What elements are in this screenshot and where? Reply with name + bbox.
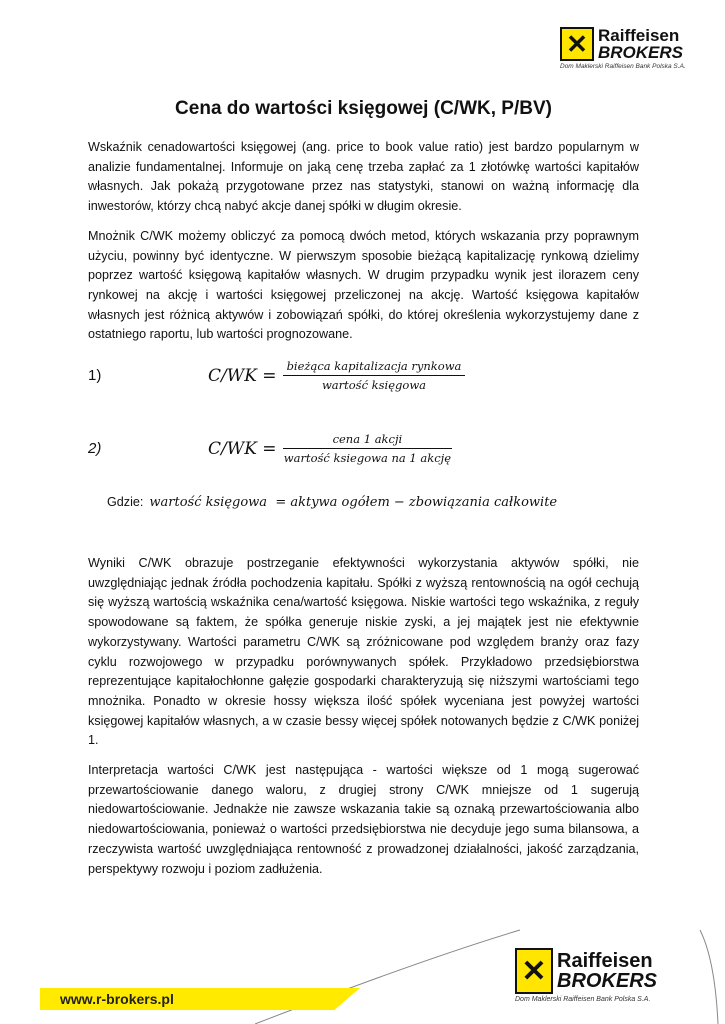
formula-2-fraction — [283, 432, 453, 465]
formula-1-lhs: C/WK = — [208, 365, 277, 386]
formula-1-denominator: wartość księgowa — [321, 378, 427, 393]
logo-subtitle: Dom Maklerski Raiffeisen Bank Polska S.A. — [515, 996, 651, 1003]
formula-1-numerator: bieżąca kapitalizacja rynkowa — [283, 359, 466, 376]
logo-brand: BROKERS — [557, 970, 658, 992]
formula-2 — [88, 432, 639, 465]
logo-name: Raiffeisen — [557, 950, 653, 972]
formula-2-numerator: cena 1 akcji — [283, 432, 453, 449]
formula-2-lhs: C/WK = — [208, 438, 277, 459]
crossed-gables-icon: ✕ — [560, 27, 594, 61]
footer-url-link[interactable]: www.r-brokers.pl — [60, 991, 174, 1007]
paragraph-intro: Wskaźnik cenadowartości księgowej (ang. price to book value ratio) jest bardzo popularnym w analizie fundamentalnej. Informuje on jaką cenę trzeba zapłać za 1 złotówkę wartości kapitałów własnych. Jak pokażą przygotowane przez nas statystyki, stanowi on ważną informację dla inwestorów, którzy chcą nabyć akcje danej spółki w długim okresie. — [88, 140, 639, 214]
logo-name: Raiffeisen — [598, 26, 680, 45]
page-title: Cena do wartości księgowej (C/WK, P/BV) — [175, 98, 552, 119]
paragraph-methods: Mnożnik C/WK możemy obliczyć za pomocą dwóch metod, których wskazania przy poprawnym użyciu, powinny być identyczne. W pierwszym sposobie bieżącą kapitalizację rynkową dzielimy poprzez wartość księgową kapitałów własnych. W drugim przypadku wynik jest ilorazem ceny rynkowej na akcję i wartości księgowej przeliczonej na akcję. Wartość księgowa kapitałów własnych jest różnicą aktywów i zobowiązań spółki, do której określenia wykorzystujemy dane z ostatniego raportu, lub wartości prognozowane. — [88, 228, 639, 342]
formula-1 — [88, 359, 639, 392]
formula-2-denominator: wartość ksiegowa na 1 akcję — [283, 451, 452, 466]
formula-1-number: 1) — [88, 367, 102, 385]
where-label: Gdzie: — [107, 495, 144, 510]
crossed-gables-icon: ✕ — [515, 948, 553, 994]
where-expression: wartość księgowa = aktywa ogółem − zbowiązania całkowite — [149, 495, 558, 511]
paragraph-interpretation: Interpretacja wartości C/WK jest następująca - wartości większe od 1 mogą sugerować przewartościowanie danego waloru, z drugiej strony C/WK mniejsze od 1 sugerują niedowartościowanie. Jednakże nie zawsze wskazania takie są oznaką przewartościowania albo niedowartościowania, ponieważ o wartości przedsiębiorstwa nie decyduje jego suma bilansowa, a rzeczywista wartość uwzględniająca rentowność z prowadzonej działalności, jakość zarządzania, perspektywy rozwoju i poziom zadłużenia. — [88, 763, 639, 876]
document-body — [88, 97, 639, 889]
formula-1-fraction — [283, 359, 466, 392]
logo-subtitle: Dom Maklerski Raiffeisen Bank Polska S.A. — [560, 63, 686, 70]
logo-brand: BROKERS — [598, 43, 684, 62]
raiffeisen-brokers-logo — [560, 27, 686, 70]
formula-2-number: 2) — [88, 440, 102, 458]
paragraph-results: Wyniki C/WK obrazuje postrzeganie efektywności wykorzystania aktywów spółki, nie uwzględniając jednak źródła pochodzenia kapitału. Spółki z wyższą rentownością na ogół cechują się wyższą wartością wskaźnika cena/wartość księgowa. Niskie wartości tego wskaźnika, z reguły spowodowane są faktem, że spółka generuje niskie zyski, a jej majątek jest nie efektywnie wykorzystywany. Wartości parametru C/WK są zróżnicowane pod względem branży oraz fazy cyklu rozwojowego w przypadku porównywanych spółek. Przykładowo przedsiębiorstwa reprezentujące kapitałochłonne gałęzie gospodarki charakteryzują się niższymi wartościami tego mnożnika. Ponadto w okresie hossy większa ilość spółek wyceniana jest powyżej wartości księgowej kapitałów własnych, a w czasie bessy więcej spółek notowanych będzie z C/WK poniżej 1. — [88, 556, 639, 748]
footer-raiffeisen-brokers-logo — [515, 948, 657, 1003]
where-definition — [107, 495, 639, 510]
